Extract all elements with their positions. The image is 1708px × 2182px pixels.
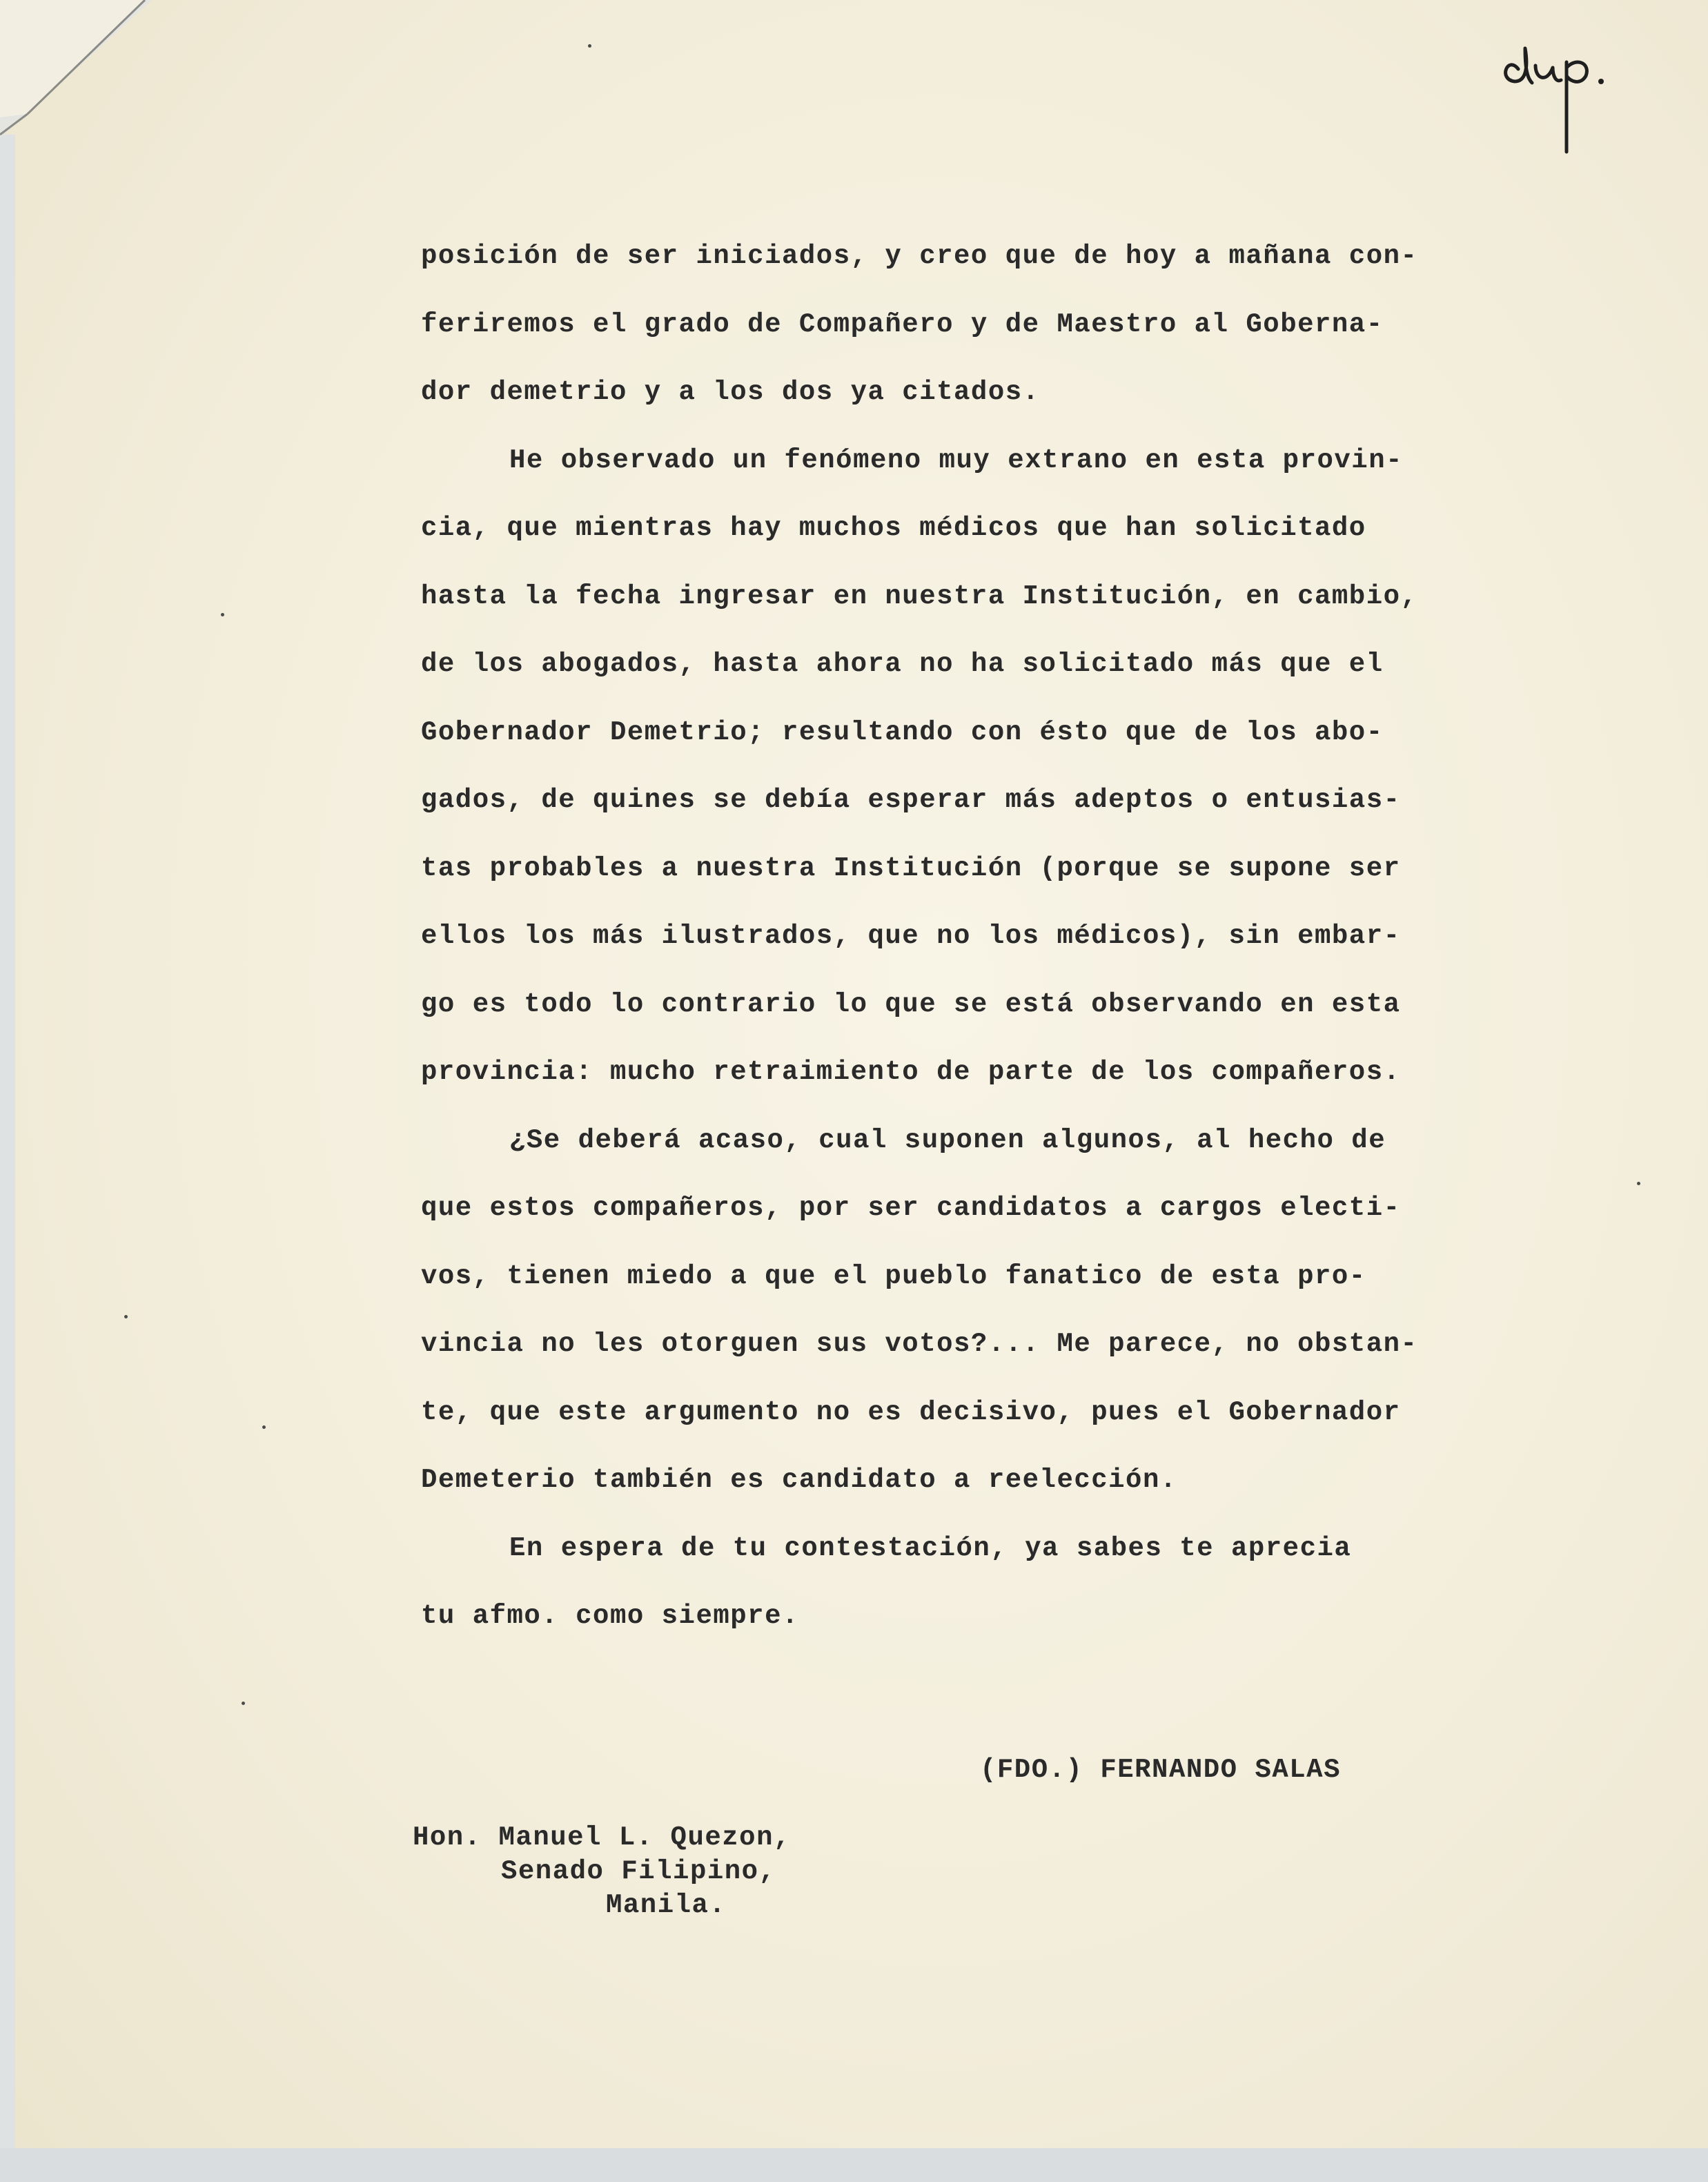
- text-line: feriremos el grado de Compañero y de Maestro al Goberna-: [421, 309, 1384, 340]
- recipient-address: [413, 1821, 791, 1922]
- text-line: He observado un fenómeno muy extrano en esta provin-: [509, 445, 1403, 476]
- text-line: provincia: mucho retraimiento de parte de los compañeros.: [421, 1057, 1401, 1087]
- text-line: ellos los más ilustrados, que no los médicos), sin embar-: [421, 921, 1401, 951]
- text-line: dor demetrio y a los dos ya citados.: [421, 377, 1040, 407]
- text-line: go es todo lo contrario lo que se está observando en esta: [421, 988, 1401, 1020]
- text-line: ¿Se deberá acaso, cual suponen algunos, al hecho de: [509, 1124, 1386, 1156]
- address-line-city: Manila.: [606, 1890, 727, 1920]
- paper-speck: [242, 1702, 245, 1705]
- paper-speck: [1637, 1182, 1640, 1185]
- paper-speck: [588, 44, 591, 48]
- text-line: tas probables a nuestra Institución (porque se supone ser: [421, 853, 1401, 884]
- scan-border-left: [0, 135, 15, 2157]
- paper-speck: [262, 1425, 266, 1429]
- paper-speck: [124, 1315, 128, 1318]
- text-line: Gobernador Demetrio; resultando con ésto que de los abo-: [421, 717, 1384, 748]
- folded-corner: [0, 0, 152, 138]
- handwritten-annotation: [1498, 41, 1622, 159]
- scan-border-bottom: [0, 2148, 1708, 2182]
- signature-line: (FDO.) FERNANDO SALAS: [980, 1755, 1341, 1785]
- text-line: gados, de quines se debía esperar más adeptos o entusias-: [421, 785, 1401, 815]
- text-line: tu afmo. como siempre.: [421, 1601, 799, 1631]
- address-line-name: Hon. Manuel L. Quezon,: [413, 1822, 791, 1853]
- letter-body: [421, 235, 1442, 1663]
- text-line: de los abogados, hasta ahora no ha solicitado más que el: [421, 649, 1384, 679]
- text-line: te, que este argumento no es decisivo, pues el Gobernador: [421, 1396, 1401, 1428]
- text-line: Demeterio también es candidato a reelección.: [421, 1465, 1177, 1495]
- text-line: que estos compañeros, por ser candidatos a cargos electi-: [421, 1193, 1401, 1223]
- text-line: cia, que mientras hay muchos médicos que han solicitado: [421, 513, 1366, 543]
- text-line: posición de ser iniciados, y creo que de hoy a mañana con-: [421, 241, 1418, 271]
- paper-speck: [221, 613, 224, 616]
- text-line: hasta la fecha ingresar en nuestra Institución, en cambio,: [421, 581, 1418, 612]
- text-line: En espera de tu contestación, ya sabes te aprecia: [509, 1532, 1352, 1564]
- text-line: vincia no les otorguen sus votos?... Me parece, no obstan-: [421, 1329, 1418, 1359]
- address-line-institution: Senado Filipino,: [501, 1856, 776, 1887]
- text-line: vos, tienen miedo a que el pueblo fanatico de esta pro-: [421, 1260, 1366, 1292]
